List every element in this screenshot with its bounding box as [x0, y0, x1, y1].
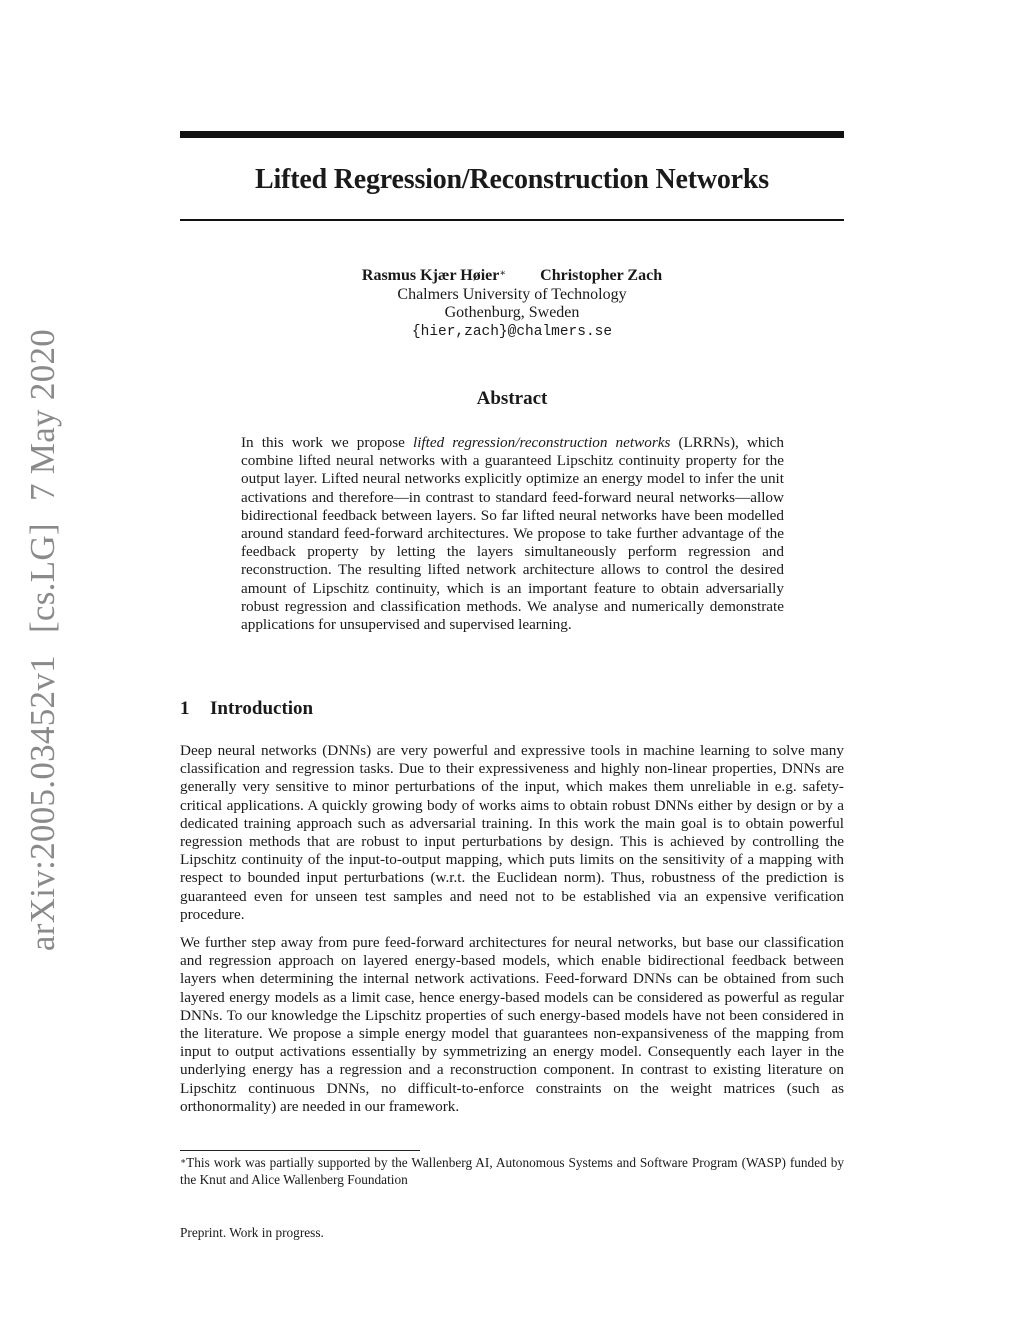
abstract-heading: Abstract [476, 388, 548, 409]
abstract-emphasis: lifted regression/reconstruction networks [412, 434, 671, 451]
footnote-mark: ∗ [180, 1156, 187, 1166]
abstract-text-start: In this work we propose [241, 434, 413, 451]
intro-paragraph-1: Deep neural networks (DNNs) are very powerful and expressive tools in machine learning to solve many classification and regression tasks. Due to their expressiveness and highly non-linear properties, DNNs are generally very sensitive to minor perturbations of the input, which makes them unreliable in e.g. safety-critical applications. A quickly growing body of works aims to obtain robust DNNs either by design or by a dedicated training approach such as adversarial training. In this work the main goal is to obtain powerful regression methods that are robust to input perturbations by design. This is achieved by controlling the Lipschitz continuity of the input-to-output mapping, which puts limits on the sensitivity of a mapping with respect to bounded input perturbations (w.r.t. the Euclidean norm). Thus, robustness of the prediction is guaranteed even for unseen test samples and need not to be established via an expensive verification procedure. [180, 742, 844, 923]
paper-title: Lifted Regression/Reconstruction Networks [255, 164, 769, 195]
preprint-note: Preprint. Work in progress. [180, 1225, 324, 1240]
footnote [180, 1154, 844, 1188]
arxiv-category: [cs.LG] [23, 523, 62, 634]
email: {hier,zach}@chalmers.se [411, 323, 613, 340]
affiliation: Chalmers University of Technology [397, 285, 627, 303]
location: Gothenburg, Sweden [444, 304, 580, 321]
arxiv-id: arXiv:2005.03452v1 [23, 655, 62, 952]
arxiv-date: 7 May 2020 [23, 328, 62, 502]
abstract-text-rest: (LRRNs), which combine lifted neural networks with a guaranteed Lipschitz continuity property for the output layer. Lifted neural networks explicitly optimize an energy model to infer the unit activations and therefore—in contrast to standard feed-forward neural networks—allow bidirectional feedback between layers. So far lifted neural networks have been modelled around standard feed-forward architectures. We propose to take further advantage of the feedback property by letting the layers simultaneously perform regression and reconstruction. The resulting lifted network architecture allows to control the desired amount of Lipschitz continuity, which is an important feature to obtain adversarially robust regression and classification methods. We analyse and numerically demonstrate applications for unsupervised and supervised learning. [241, 434, 784, 634]
author-1: Rasmus Kjær Høier [361, 267, 500, 284]
author-block [180, 267, 844, 341]
section-number: 1 [180, 698, 190, 719]
section-title: Introduction [210, 698, 314, 719]
author-names [180, 267, 844, 286]
footnote-rule [180, 1150, 420, 1151]
footnote-text: This work was partially supported by the Wallenberg AI, Autonomous Systems and Software Program (WASP) funded by the Knut and Alice Wallenberg Foundation [180, 1155, 844, 1187]
abstract-text [241, 434, 784, 634]
arxiv-stamp [23, 329, 63, 951]
title-bottom-rule [180, 219, 844, 221]
author-2: Christopher Zach [540, 267, 663, 284]
title-top-rule [180, 131, 844, 138]
section-heading-introduction [180, 697, 844, 721]
intro-paragraph-2: We further step away from pure feed-forward architectures for neural networks, but base our classification and regression approach on layered energy-based models, which enable bidirectional feedback between layers when determining the internal network activations. Feed-forward DNNs can be obtained from such layered energy models as a limit case, hence energy-based models can be considered as powerful as regular DNNs. To our knowledge the Lipschitz properties of such energy-based models have not been considered in the literature. We propose a simple energy model that guarantees non-expansiveness of the mapping from input to output activations essentially by symmetrizing an energy model. Consequently each layer in the underlying energy has a regression and a reconstruction component. In contrast to existing literature on Lipschitz continuous DNNs, no difficult-to-enforce constraints on the weight matrices (such as orthonormality) are needed in our framework. [180, 934, 844, 1115]
author-1-footnote-mark: ∗ [499, 268, 507, 279]
